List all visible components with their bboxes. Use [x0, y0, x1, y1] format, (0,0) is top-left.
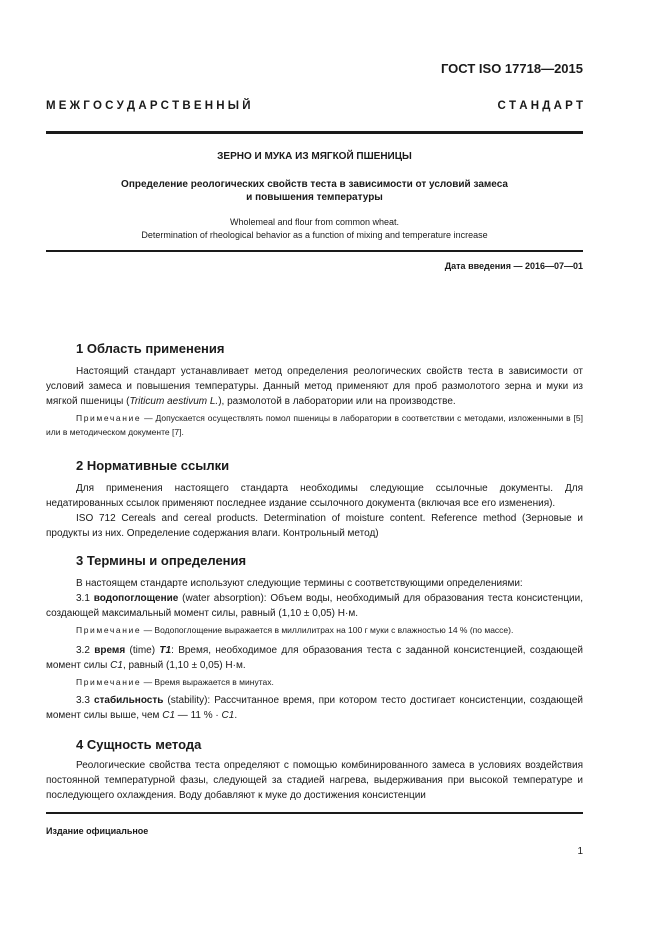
term-3-2-c1: C1: [110, 660, 123, 671]
title-main: ЗЕРНО И МУКА ИЗ МЯГКОЙ ПШЕНИЦЫ: [217, 151, 412, 162]
document-number: ГОСТ ISO 17718—2015: [440, 61, 583, 76]
section-1-note: [46, 411, 583, 439]
s1-text-a: Настоящий стандарт устанавливает метод определения реологических свойств теста в зависимости от условий замеса и повышения температуры. Данный метод применяют для проб размолотого зерна и муки из мягкой пшеницы (: [46, 366, 583, 407]
section-1-paragraph: [46, 364, 583, 409]
section-3-intro: В настоящем стандарте используют следующие термины с соответствующими определениями:: [76, 578, 523, 589]
term-3-2-symbol: T1: [159, 645, 172, 656]
note-label: Примечание: [76, 625, 142, 635]
term-3-3-c1-b: C1: [221, 710, 235, 721]
footer-rule: [46, 812, 583, 814]
note-label: Примечание: [76, 413, 142, 423]
term-3-3-definition-a: (stability): Рассчитанное время, при котором тесто достигает консистенции, создающей момент силы выше, чем: [46, 695, 583, 721]
intro-date: Дата введения — 2016—07—01: [444, 261, 583, 271]
note-label: Примечание: [76, 677, 142, 687]
term-3-3: [46, 693, 583, 723]
section-2-paragraph-1: Для применения настоящего стандарта необходимы следующие ссылочные документы. Для недатированных ссылок применяют последнее издание ссылочного документа (включая все его изменения).: [46, 483, 583, 509]
standard-type-word-2: С Т А Н Д А Р Т: [497, 100, 583, 112]
term-3-1-number: 3.1: [76, 593, 94, 604]
term-3-1: [46, 591, 583, 621]
term-3-1-term: водопоглощение: [93, 593, 179, 604]
term-3-3-c1-a: C1: [162, 710, 176, 721]
note-text: — Допускается осуществлять помол пшеницы в лаборатории в соответствии с методами, изложенными в [5] или в методическом документе [7].: [46, 413, 583, 437]
title-english-line-1: Wholemeal and flour from common wheat.: [229, 217, 400, 227]
title-english: [46, 216, 583, 242]
term-3-3-term: стабильность: [93, 695, 164, 706]
section-heading-1: 1 Область применения: [76, 341, 225, 356]
page-number: 1: [577, 846, 583, 857]
term-3-2-term: время: [94, 645, 126, 656]
s1-text-b: ), размолотой в лаборатории или на производстве.: [218, 396, 456, 407]
term-3-3-definition-b: — 11 % ·: [175, 710, 222, 721]
term-3-3-number: 3.3: [76, 695, 94, 706]
s1-text-italic: Triticum aestivum L.: [129, 396, 219, 407]
title-sub-line-1: Определение реологических свойств теста в зависимости от условий замеса: [121, 179, 508, 190]
term-3-2-definition-a: : Время, необходимое для образования теста с заданной консистенцией, создающей момент силы: [46, 645, 583, 671]
note-text: — Время выражается в минутах.: [141, 677, 274, 687]
term-3-1-note: [46, 623, 583, 637]
term-3-2-definition-b: , равный (1,10 ± 0,05) Н·м.: [122, 660, 246, 671]
note-text: — Водопоглощение выражается в миллилитрах на 100 г муки с влажностью 14 % (по массе).: [141, 625, 514, 635]
term-3-2: [46, 643, 583, 673]
title-sub: [46, 178, 583, 204]
section-heading-4: 4 Сущность метода: [76, 737, 202, 752]
term-3-3-definition-c: .: [234, 710, 238, 721]
term-3-2-en: (time): [125, 645, 160, 656]
standard-type-word-1: М Е Ж Г О С У Д А Р С Т В Е Н Н Ы Й: [46, 100, 251, 112]
title-rule: [46, 250, 583, 252]
section-heading-3: 3 Термины и определения: [76, 553, 247, 568]
standard-type: [46, 100, 583, 112]
term-3-2-number: 3.2: [76, 645, 95, 656]
section-2-paragraph-2: ISO 712 Cereals and cereal products. Determination of moisture content. Reference method (Зерновые и продукты из них. Определение содержания влаги. Контрольный метод): [46, 513, 583, 539]
title-sub-line-2: и повышения температуры: [246, 192, 383, 203]
section-heading-2: 2 Нормативные ссылки: [76, 458, 230, 473]
title-english-line-2: Determination of rheological behavior as a function of mixing and temperature increase: [141, 230, 488, 240]
section-4-paragraph: Реологические свойства теста определяют с помощью комбинированного замеса в условиях воздействия постоянной температурной фазы, следующей за стадией нагрева, выдерживания при высокой температуре и последующего охлаждения. Воду добавляют к муке до достижения консистенции: [46, 760, 583, 801]
term-3-2-note: [46, 675, 583, 689]
header-rule: [46, 131, 583, 134]
edition-label: Издание официальное: [46, 826, 149, 836]
term-3-1-definition: (water absorption): Объем воды, необходимый для образования теста консистенции, создающей максимальный момент силы, равный (1,10 ± 0,05) Н·м.: [46, 593, 583, 619]
